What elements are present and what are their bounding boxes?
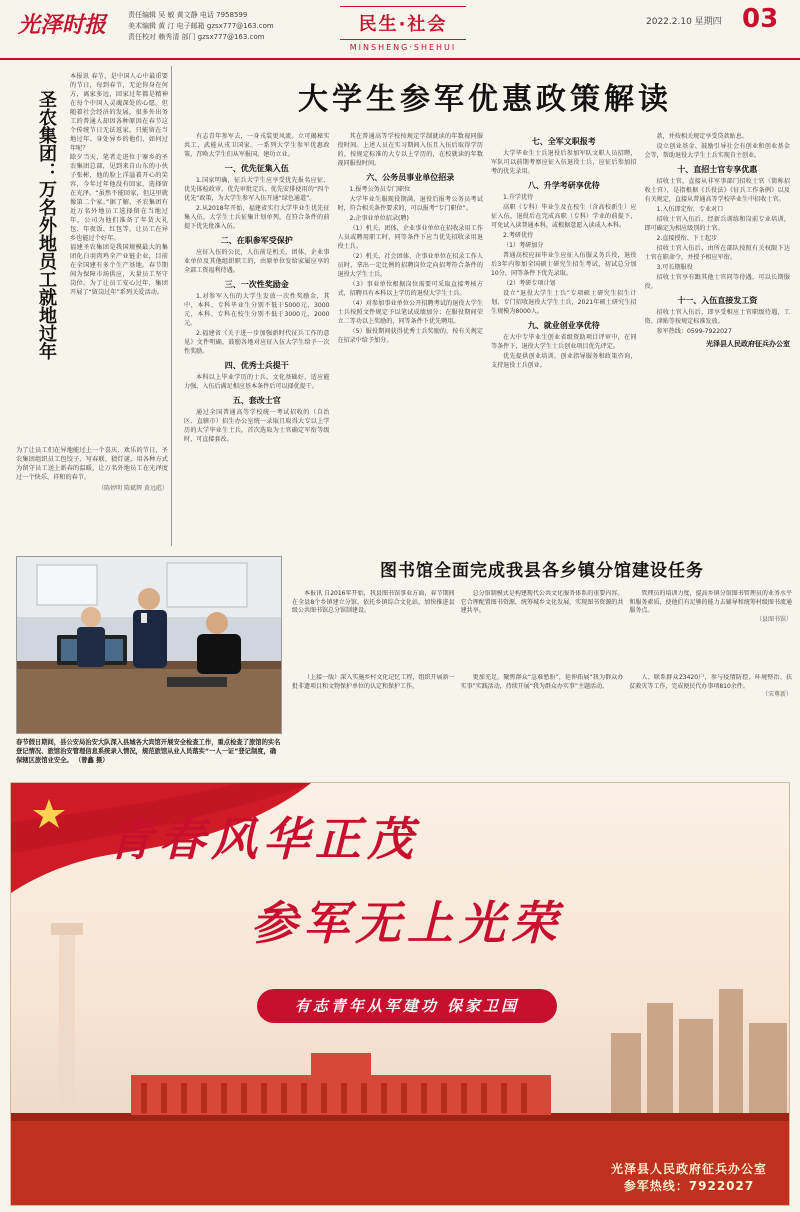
paragraph: 优先提供创业培训、创业指导服务和政策咨询，支持退役士兵创业。 xyxy=(491,353,637,369)
page-number: 03 xyxy=(742,4,779,34)
paragraph: 大学毕业生服现役期满，退役后报考公务员考试时，符合相关条件要求的，可以报考“专门职位”。 xyxy=(337,196,483,212)
paragraph: （上接一版）深入实施乡村文化记忆工程，组织开展新一批非遗项目和文物保护单位的认定和保护工作。 xyxy=(292,674,455,690)
article-column xyxy=(645,132,791,542)
page-header xyxy=(0,0,800,60)
paragraph: 总分馆制模式是构建现代公共文化服务体系的重要内容。它合理配置图书资源，统筹城乡文化发展，实现图书资源的共建共享。 xyxy=(460,590,624,615)
paragraph: 招收士官入伍后，即享受相应士官职级待遇，工资、津贴等按规定标准发放。 xyxy=(644,309,790,325)
paragraph: 管理员的培训力度，提高乡镇分馆图书管理员的业务水平和服务素质，使他们有足够的能力去辅导和统筹村级图书流通服务点。 xyxy=(629,590,793,615)
paragraph: （4）对参加事业单位公开招聘考试的退役大学生士兵按照文件规定予以笔试成绩加分；在服役期间荣立二等功以上奖励的，同等条件下优先聘用。 xyxy=(337,300,483,325)
paragraph: 在大中专毕业生创业省级资助项目评审中，在同等条件下，退役大学生士兵创业项目优先评定。 xyxy=(491,334,637,350)
hotline: 参军热线：7922027 xyxy=(623,1179,755,1193)
police-inspection-photo xyxy=(17,557,282,734)
article-column xyxy=(292,674,455,778)
masthead: 光泽时报 xyxy=(18,12,107,38)
paragraph: 其在普通高等学校按规定学制就读的年数视同服役时间。上述人员在实习期间入伍且入伍后取得学历的，按规定标准的大专以上学历的，在校就读的年数视同服役时间。 xyxy=(337,133,483,167)
paragraph: 除夕当天，笔者走进位于寨乡的圣农集团总部，见到来自山东的小伙子张彬，他的脸上洋溢着开心的笑容，今年过年他没有回家，选择留在光泽。“虽然不能回家，但这里就像第二个家。”据了解，圣农集团有近万名外地员工选择留在当地过年，公司为他们准备了年货大礼包、年夜饭、红包等，让员工在异乡也能过个好年。 xyxy=(70,154,168,242)
recruitment-poster xyxy=(10,782,790,1206)
article-column xyxy=(461,674,624,778)
paragraph: 本报讯 春节，是中国人心中最重要的节日，每到春节，无论你身在何方，离家多远，回家过年都是精神在每个中国人灵魂深处的心愿。但随着社会经济的发展，很多外出务工的普通人却因各种原因在春节这个传统节日无法返家，只能留在当地过年。身处异乡的他们，如何过年呢？ xyxy=(70,73,168,152)
paragraph: 招收士官享有跟其他士官同等待遇，可以长期服役。 xyxy=(644,274,790,290)
poster-slogan-line1: 青春风华正茂 xyxy=(107,812,419,866)
paragraph: 2.企事业单位招录(聘) xyxy=(349,215,409,222)
paragraph: 2.考研优待 xyxy=(503,232,534,239)
paragraph: 普通高校应届毕业生应征入伍服义务兵役，退役后3年内参加全国硕士研究生招生考试，初试总分加10分，同等条件下优先录取。 xyxy=(491,252,637,277)
section-heading: 五、套改士官 xyxy=(232,396,281,405)
section-heading: 四、优秀士兵提干 xyxy=(224,361,289,370)
paragraph: 为了让员工们在异地能过上一个喜庆、欢乐的节日，圣农集团组织员工包饺子、写春联、猜灯谜，用各种方式为留守员工送上新春的温暖，让万名外地员工在光泽度过一个快乐、祥和的春节。 xyxy=(16,447,168,481)
paragraph: 招收士官入伍后，经新兵训练和岗前专业培训，即可确定为相应级别的士官。 xyxy=(644,216,790,232)
left-story-body-bottom xyxy=(16,446,168,493)
paragraph: 1.报考公务员专门职位 xyxy=(349,186,411,193)
paragraph: 款，并按相关规定享受贷款贴息。 xyxy=(656,133,748,140)
section-heading: 十、直招士官专享优惠 xyxy=(677,165,758,174)
section-heading: 十一、入伍直接发工资 xyxy=(677,296,758,305)
paragraph: 人、联系群众23420户，参与疫情防控、环境整治、扶贫救灾等工作，完成便民代办事项810余件。 xyxy=(629,674,793,690)
paragraph: 福建圣农集团是我国规模最大的集团化白羽肉鸡全产业链企业，目前在全国建有多个生产基地。春节期间为保障市场供应，大量员工坚守岗位。为了让员工安心过年，集团开展了“留岗过年”系列关爱活动。 xyxy=(70,244,168,296)
section-heading: 六、公务员事业单位招录 xyxy=(366,173,455,182)
organizer-name: 光泽县人民政府征兵办公室 xyxy=(610,1162,767,1176)
section-heading: 一、优先征集入伍 xyxy=(224,164,289,173)
paragraph: 1.入伍即定衔、专业对口 xyxy=(656,206,724,213)
paragraph: （5）服役期间获得优秀士兵奖励的，按有关规定在招录中给予加分。 xyxy=(337,328,483,344)
paragraph: 设立创业基金、鼓励引导社会有创业和创业基金会等，帮助退役大学生士兵实现自主创业。 xyxy=(644,143,790,159)
paragraph: 高职（专科）毕业生及在校生（含高校新生）应征入伍，退役后在完成高职（专科）学业的前提下，可免试入读普通本科，或根据意愿入读成人本科。 xyxy=(491,204,637,229)
section-badge xyxy=(340,6,466,54)
paragraph: 更加充足。聚焦群众“急难愁盼”，延伸拓展“我为群众办实事”实践活动，持续开展“我为群众办实事”主题活动。 xyxy=(460,674,624,690)
paragraph: （2）机关、社会团体、企事业单位在招录工作人员时，拿出一定比例的招聘岗位定向招考符合条件的退役大学生士兵。 xyxy=(337,253,483,278)
article-column xyxy=(491,132,637,542)
paragraph: （3）事业单位根据岗位需要可采取直接考核方式，招聘具有本科以上学历的退役大学生士兵。 xyxy=(337,281,483,297)
credit: （宋尊新） xyxy=(762,691,793,699)
poster-slogan-banner: 有志青年从军建功 保家卫国 xyxy=(257,989,557,1023)
paragraph: 1.对参军入伍的大学生发放一次性奖励金，其中，本科、专科毕业生分别不低于5000元、3000元，本科、专科在校生分别不低于3000元、2000元。 xyxy=(184,293,330,327)
poster-organizer xyxy=(611,1161,767,1195)
photo-credit: （曾鑫 摄） xyxy=(74,757,109,764)
paragraph: 大学毕业生士兵退役后参加军队文职人员招聘，军队可以前期考察应征入伍退役士兵，应征后参加招考的优先录用。 xyxy=(491,150,637,175)
byline: （陈婷明 陈斌辉 黄远彪） xyxy=(98,485,168,492)
paragraph: 通过全国普通高等学校统一考试招收的（自治区、直辖市）招生办公室统一录取且取得大专以上学历的大学毕业生士兵，首次选取为士官确定军衔等级时，可直接套改。 xyxy=(184,409,330,443)
paragraph: （2）考研专项计划 xyxy=(503,280,556,287)
paragraph: （1）机关、团体、企业事业单位在招收录用工作人员或聘用职工时，同等条件下应当优先招收录用退役士兵。 xyxy=(337,225,483,250)
library-headline: 图书馆全面完成我县各乡镇分馆建设任务 xyxy=(380,561,704,581)
left-story-body xyxy=(70,72,168,297)
article-column xyxy=(184,132,330,542)
credit: （县图书馆） xyxy=(756,615,793,623)
section-heading: 八、升学考研享优待 xyxy=(527,181,600,190)
left-story-headline: 圣农集团：万名外地员工就地过年 xyxy=(36,90,57,360)
paragraph: 本科以上毕业学历的士兵，文化基础好、适应能力强，入伍后满足相应基本条件后可以择优提干。 xyxy=(184,374,330,390)
section-title: 民生·社会 xyxy=(340,6,466,40)
editor-line: 责任校对 赖秀清 部门 gzsx777@163.com xyxy=(128,33,265,41)
section-heading: 九、就业创业享优待 xyxy=(527,321,600,330)
photo-caption xyxy=(16,738,282,765)
paragraph: （1）考研加分 xyxy=(503,242,544,249)
editor-info xyxy=(128,10,274,43)
paragraph: 招收士官，直接从非军事部门招收士官（简称招收士官），是指根据《兵役法》《征兵工作条例》以及有关规定，直接从普通高等学校毕业生中招收士官。 xyxy=(644,178,790,203)
poster-slogan-line2: 参军无上光荣 xyxy=(251,896,563,950)
article-column xyxy=(461,590,624,670)
editor-line: 美术编辑 黄 汀 电子邮箱 gzsx777@163.com xyxy=(128,22,274,30)
paragraph: 设立“退役大学生士兵”专项硕士研究生招生计划，专门招收退役大学生士兵，2021年硕士研究生招生规模为8000人。 xyxy=(491,290,637,315)
caption-text: 春节假日期间，县公安局治安大队深入县城各大宾馆开展安全检查工作，重点检查了旅馆的实名登记情况、旅馆治安管理信息系统录入情况，规范旅馆从业人员落实“一人一证”登记制度，确保辖区旅馆业安全。 xyxy=(16,739,281,764)
paragraph: 2.福建省《关于进一步加强新时代征兵工作的意见》文件明确，鼓励各地对应征入伍大学生给予一次性奖励。 xyxy=(184,330,330,355)
section-pinyin: MINSHENG·SHEHUI xyxy=(349,43,457,52)
news-photo xyxy=(16,556,282,734)
section-heading: 七、全军文职报考 xyxy=(531,137,596,146)
paragraph: 1.升学优待 xyxy=(503,194,534,201)
left-story xyxy=(12,66,172,546)
section-heading: 二、在职参军受保护 xyxy=(220,236,293,245)
section-heading: 三、一次性奖励金 xyxy=(224,280,289,289)
article-column xyxy=(338,132,484,542)
continued-columns xyxy=(292,674,792,778)
main-story-columns xyxy=(184,132,790,542)
paragraph: 本报讯 自2016年开始，我县图书馆事业方面，春节期间在全县8个乡镇建立分馆，依托乡镇综合文化站，加快推进县级公共图书馆总分馆制建设。 xyxy=(292,590,455,615)
article-column xyxy=(629,590,792,670)
main-headline: 大学生参军优惠政策解读 xyxy=(298,82,672,117)
library-columns xyxy=(292,590,792,670)
paragraph: 有志青年参军去，一身戎装更风流。立可揭秘实共工，武能从戎卫国家。一系列大学生参军优惠政策，召唤大学生们从军报国，建功立业。 xyxy=(184,133,330,158)
article-column xyxy=(629,674,792,778)
article-signoff: 光泽县人民政府征兵办公室 xyxy=(706,340,790,348)
paragraph: 1.国家明确，征兵大学生应享受优先报名应征、优先体检政审、优先审批定兵、优先安排使用的“四个优先”政策，为大学生参军入伍开通“绿色通道”。 xyxy=(184,177,330,202)
paragraph: 2.直接授衔、下士起步 xyxy=(656,235,718,242)
paragraph: 招收士官入伍后，由所在部队按照有关权限下达士官在职命令，并授予相应军衔。 xyxy=(644,245,790,261)
editor-line: 责任编辑 吴 敏 黄文静 电话 7958599 xyxy=(128,11,248,19)
issue-date: 2022.2.10 星期四 xyxy=(646,17,722,27)
paragraph: 应征入伍的公民，人伍前是机关、团体、企业事业单位及其他组织职工的，由原单位发给家属应享的全部工资福利待遇。 xyxy=(184,249,330,274)
article-column xyxy=(292,590,455,670)
paragraph: 3.可长期服役 xyxy=(656,264,693,271)
paragraph: 参军热线：0599-7922027 xyxy=(656,328,732,335)
paragraph: 2.从2018年开始，福建省实行大学毕业生优先征集入伍，大学生士兵征集计划单列，在符合条件的前提下优先批准入伍。 xyxy=(184,205,330,230)
